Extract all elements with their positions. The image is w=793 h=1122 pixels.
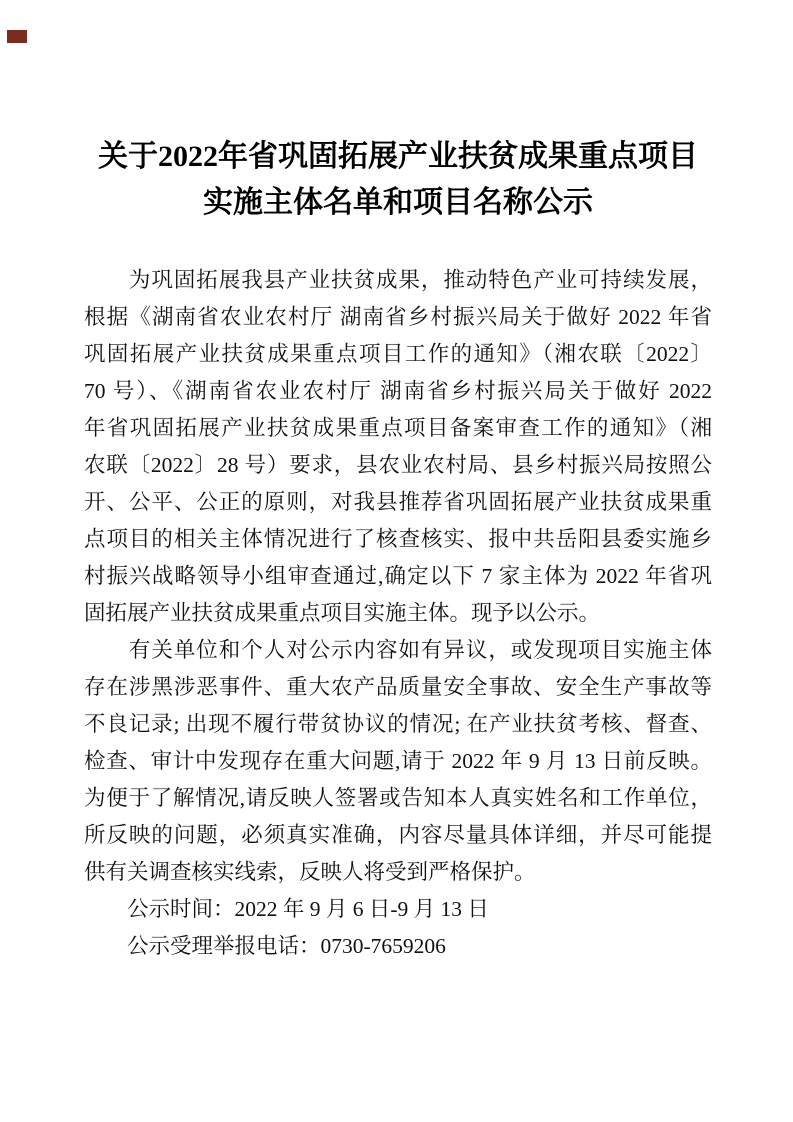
paragraph-objection-line: 存在涉黑涉恶事件、重大农产品质量安全事故、安全生产事故等 — [84, 675, 712, 699]
paragraph-basis-line: 年省巩固拓展产业扶贫成果重点项目备案审查工作的通知》（湘 — [84, 416, 712, 440]
document-title — [84, 134, 712, 226]
paragraph-objection-line: 为便于了解情况,请反映人签署或告知本人真实姓名和工作单位， — [84, 786, 712, 810]
document-title-line-1: 关于2022年省巩固拓展产业扶贫成果重点项目 — [98, 140, 698, 173]
red-stamp-mark — [7, 30, 27, 43]
document-column — [84, 0, 712, 965]
paragraph-basis-line: 固拓展产业扶贫成果重点项目实施主体。现予以公示。 — [84, 601, 601, 625]
document-title-line-2: 实施主体名单和项目名称公示 — [203, 186, 593, 219]
paragraph-objection-line: 不良记录; 出现不履行带贫协议的情况; 在产业扶贫考核、督查、 — [84, 712, 712, 736]
line-publicity-period-line: 公示时间：2022 年 9 月 6 日-9 月 13 日 — [84, 897, 489, 921]
line-report-phone-line: 公示受理举报电话：0730-7659206 — [84, 934, 446, 958]
paragraph-basis-line: 为巩固拓展我县产业扶贫成果，推动特色产业可持续发展， — [84, 268, 712, 292]
paragraph-objection-line: 供有关调查核实线索，反映人将受到严格保护。 — [84, 860, 536, 884]
paragraph-basis-line: 点项目的相关主体情况进行了核查核实、报中共岳阳县委实施乡 — [84, 527, 712, 551]
paragraph-basis-line: 村振兴战略领导小组审查通过,确定以下 7 家主体为 2022 年省巩 — [84, 564, 712, 588]
paragraph-objection-line: 有关单位和个人对公示内容如有异议，或发现项目实施主体 — [84, 638, 712, 662]
paragraph-basis-line: 巩固拓展产业扶贫成果重点项目工作的通知》（湘农联〔2022〕 — [84, 342, 712, 366]
document-body — [84, 262, 712, 965]
paragraph-basis-line: 根据《湖南省农业农村厅 湖南省乡村振兴局关于做好 2022 年省 — [84, 305, 712, 329]
paragraph-objection-line: 所反映的问题，必须真实准确，内容尽量具体详细，并尽可能提 — [84, 823, 712, 847]
paragraph-basis-line: 70 号）、《湖南省农业农村厅 湖南省乡村振兴局关于做好 2022 — [84, 379, 712, 403]
paragraph-basis-line: 农联〔2022〕28 号）要求，县农业农村局、县乡村振兴局按照公 — [84, 453, 712, 477]
paragraph-basis-line: 开、公平、公正的原则，对我县推荐省巩固拓展产业扶贫成果重 — [84, 490, 712, 514]
paragraph-objection-line: 检查、审计中发现存在重大问题,请于 2022 年 9 月 13 日前反映。 — [84, 749, 712, 773]
